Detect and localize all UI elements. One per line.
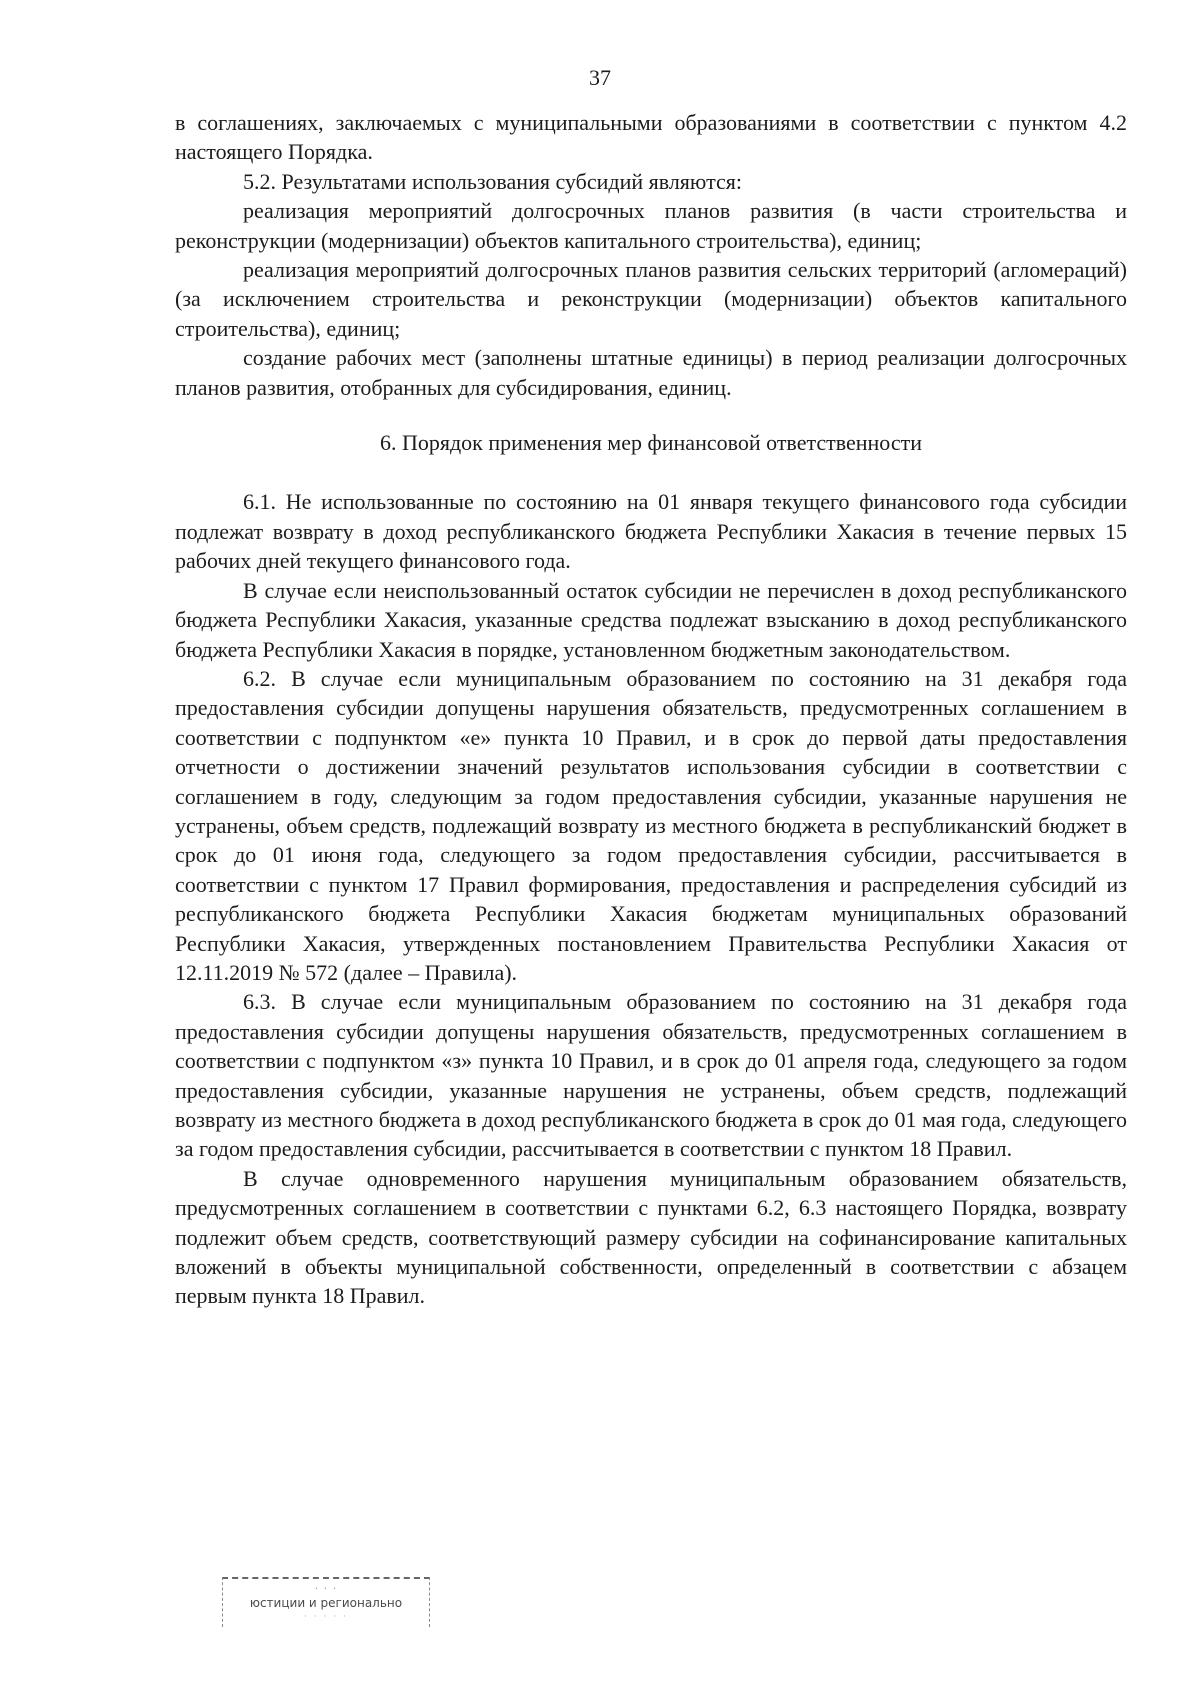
paragraph-6-2: 6.2. В случае если муниципальным образованием по состоянию на 31 декабря года предоставления субсидии допущены нарушения обязательств, предусмотренных соглашением в соответствии с подпунктом «е» пункта 10 Правил, и в срок до первой даты предоставления отчетности о достижении значений результатов использования субсидии в соответствии с соглашением в году, следующим за годом предоставления субсидии, указанные нарушения не устранены, объем средств, подлежащий возврату из местного бюджета в республиканский бюджет в срок до 01 июня года, следующего за годом предоставления субсидии, рассчитывается в соответствии с пунктом 17 Правил формирования, предоставления и распределения субсидий из республиканского бюджета Республики Хакасия бюджетам муниципальных образований Республики Хакасия, утвержденных постановлением Правительства Республики Хакасия от 12.11.2019 № 572 (далее – Правила). bbox=[175, 665, 1127, 985]
stamp-line-2: юстиции и регионально bbox=[249, 1596, 403, 1610]
document-body bbox=[175, 108, 1127, 1311]
ministry-stamp bbox=[222, 1577, 430, 1627]
section-6-title: 6. Порядок применения мер финансовой ответственности bbox=[379, 430, 922, 456]
result-item-3: создание рабочих мест (заполнены штатные единицы) в период реализации долгосрочных планов развития, отобранных для субсидирования, единиц. bbox=[175, 345, 1127, 400]
result-item-2: реализация мероприятий долгосрочных планов развития сельских территорий (агломераций) (за исключением строительства и реконструкции (модернизации) объектов капитального строительства), единиц; bbox=[175, 257, 1127, 341]
result-item-1: реализация мероприятий долгосрочных планов развития (в части строительства и реконструкции (модернизации) объектов капитального строительства), единиц; bbox=[175, 198, 1127, 253]
paragraph-6-3-b: В случае одновременного нарушения муниципальным образованием обязательств, предусмотренных соглашением в соответствии с пунктами 6.2, 6.3 настоящего Порядка, возврату подлежит объем средств, соответствующий размеру субсидии на софинансирование капитальных вложений в объекты муниципальной собственности, определенный в соответствии с абзацем первым пункта 18 Правил. bbox=[175, 1165, 1127, 1309]
page-number: 37 bbox=[589, 65, 611, 90]
paragraph-5-2: 5.2. Результатами использования субсидий являются: bbox=[243, 168, 742, 194]
paragraph-6-1-b: В случае если неиспользованный остаток субсидии не перечислен в доход республиканского бюджета Республики Хакасия, указанные средства подлежат взысканию в доход республиканского бюджета Республики Хакасия в порядке, установленном бюджетным законодательством. bbox=[175, 577, 1127, 662]
stamp-line-3: · · · · · bbox=[304, 1612, 348, 1622]
section5-continuation: в соглашениях, заключаемых с муниципальными образованиями в соответствии с пунктом 4.2 настоящего Порядка. bbox=[175, 110, 1127, 165]
paragraph-6-1: 6.1. Не использованные по состоянию на 01 января текущего финансового года субсидии подлежат возврату в доход республиканского бюджета Республики Хакасия в течение первых 15 рабочих дней текущего финансового года. bbox=[175, 489, 1127, 574]
paragraph-6-3: 6.3. В случае если муниципальным образованием по состоянию на 31 декабря года предоставления субсидии допущены нарушения обязательств, предусмотренных соглашением в соответствии с подпунктом «з» пункта 10 Правил, и в срок до 01 апреля года, следующего за годом предоставления субсидии, указанные нарушения не устранены, объем средств, подлежащий возврату из местного бюджета в доход республиканского бюджета в срок до 01 мая года, следующего за годом предоставления субсидии, рассчитывается в соответствии с пунктом 18 Правил. bbox=[175, 989, 1127, 1162]
stamp-line-1: · · · bbox=[314, 1582, 338, 1595]
